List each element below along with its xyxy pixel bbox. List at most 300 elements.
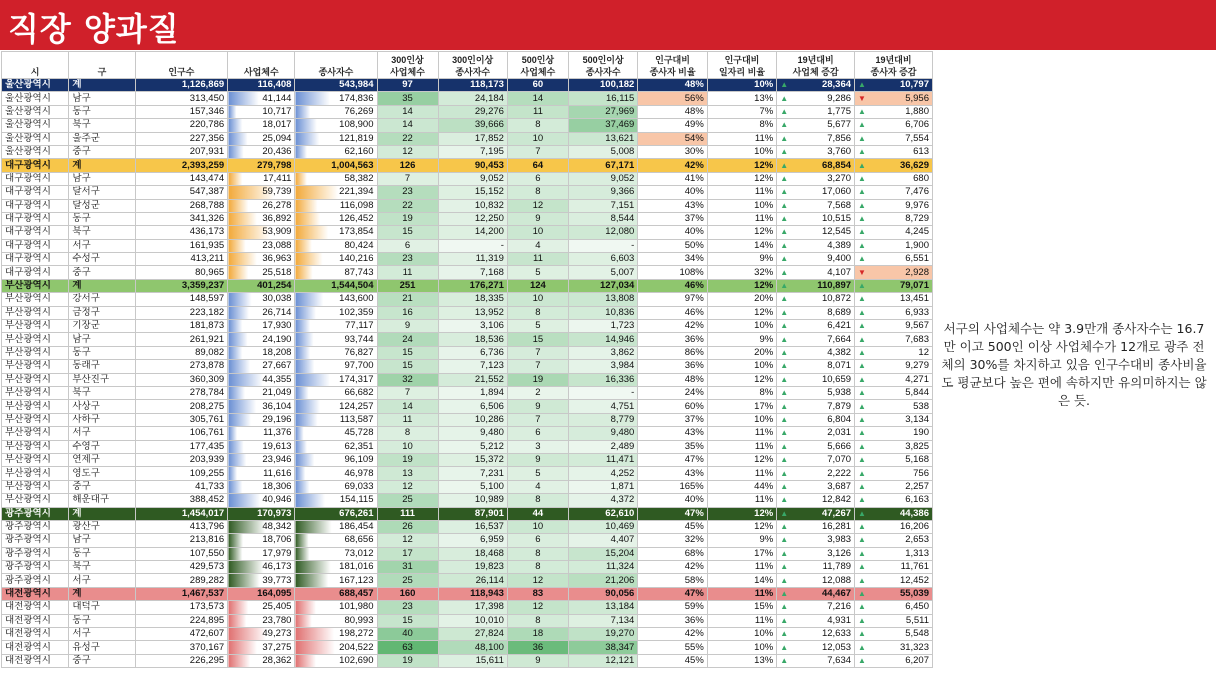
cell-value: 12,121	[605, 654, 635, 666]
cell-value: 203,939	[189, 454, 225, 466]
cell-value: 광주광역시	[5, 534, 51, 546]
cell-value: 32%	[754, 266, 774, 278]
up-arrow-icon: ▲	[858, 173, 866, 183]
table-cell	[135, 386, 228, 399]
cell-value: 37,469	[605, 119, 635, 131]
cell-value: 45%	[684, 654, 704, 666]
table-cell	[638, 239, 707, 252]
cell-value: 31,323	[899, 641, 929, 653]
cell-value: 울산광역시	[5, 92, 51, 104]
up-arrow-icon: ▲	[858, 187, 866, 197]
table-cell	[69, 145, 135, 158]
column-header-line: 구	[97, 67, 107, 77]
cell-value: 부산광역시	[5, 280, 51, 292]
table-cell	[135, 172, 228, 185]
cell-value: 2,489	[610, 440, 635, 452]
column-header-line: 19년대비	[797, 55, 834, 65]
table-cell	[855, 346, 933, 359]
table-cell	[438, 279, 507, 292]
table-cell	[135, 413, 228, 426]
cell-value: 15	[402, 360, 413, 372]
table-cell	[507, 212, 568, 225]
cell-value: 12,250	[474, 213, 504, 225]
table-cell	[377, 306, 438, 319]
table-cell	[507, 480, 568, 493]
cell-value: 부산광역시	[5, 413, 51, 425]
cell-value: 5,666	[827, 440, 852, 452]
up-arrow-icon: ▲	[858, 254, 866, 264]
table-row	[2, 360, 933, 373]
table-cell	[507, 400, 568, 413]
cell-value: 19,270	[605, 628, 635, 640]
table-row	[2, 547, 933, 560]
table-cell	[2, 360, 69, 373]
table-cell	[2, 239, 69, 252]
table-cell	[568, 547, 637, 560]
cell-value: 53,909	[262, 226, 292, 238]
cell-value: 28,364	[821, 79, 852, 91]
table-row	[2, 105, 933, 118]
table-cell	[707, 520, 776, 533]
table-cell	[707, 92, 776, 105]
table-cell	[638, 79, 707, 92]
cell-value: 1,775	[827, 105, 852, 117]
cell-value: 360,309	[189, 373, 225, 385]
column-header-line: 종사자수	[585, 67, 621, 77]
cell-value: 111	[400, 507, 415, 519]
cell-value: 9	[535, 213, 541, 225]
table-cell	[438, 132, 507, 145]
table-cell	[69, 561, 135, 574]
table-cell	[507, 453, 568, 466]
table-cell	[507, 574, 568, 587]
table-cell	[377, 239, 438, 252]
table-cell	[638, 614, 707, 627]
cell-value: 17%	[754, 400, 774, 412]
table-cell	[568, 159, 637, 172]
up-arrow-icon: ▲	[780, 428, 789, 438]
table-cell	[135, 212, 228, 225]
table-cell	[438, 601, 507, 614]
cell-value: 12%	[754, 454, 774, 466]
table-cell	[377, 614, 438, 627]
cell-value: 413,211	[190, 253, 225, 265]
cell-value: 금정구	[72, 306, 100, 318]
table-cell	[707, 333, 776, 346]
table-cell	[855, 400, 933, 413]
cell-value: 8	[535, 561, 541, 573]
cell-value: 대전광역시	[5, 614, 51, 626]
cell-value: 69,033	[344, 480, 374, 492]
table-cell	[707, 199, 776, 212]
cell-value: 101,980	[339, 601, 374, 613]
table-cell	[507, 105, 568, 118]
table-cell	[568, 199, 637, 212]
cell-value: 7,168	[480, 266, 504, 278]
table-cell	[377, 119, 438, 132]
cell-value: 30%	[684, 146, 704, 158]
cell-value: 연제구	[72, 454, 100, 466]
table-cell	[777, 534, 855, 547]
table-cell	[638, 373, 707, 386]
cell-value: 10,469	[605, 521, 635, 533]
table-cell	[377, 494, 438, 507]
data-table	[1, 51, 933, 668]
table-cell	[777, 480, 855, 493]
up-arrow-icon: ▲	[780, 414, 789, 424]
cell-value: 36	[532, 641, 544, 653]
table-cell	[855, 574, 933, 587]
table-cell	[568, 119, 637, 132]
table-cell	[69, 494, 135, 507]
summary-row	[2, 79, 933, 92]
table-cell	[228, 601, 295, 614]
table-cell	[377, 199, 438, 212]
cell-value: 41%	[684, 172, 704, 184]
cell-value: 부산광역시	[5, 467, 51, 479]
table-cell	[69, 253, 135, 266]
cell-value: 19	[402, 654, 413, 666]
table-cell	[438, 386, 507, 399]
up-arrow-icon: ▲	[780, 307, 789, 317]
cell-value: 107,550	[189, 547, 225, 559]
table-cell	[135, 400, 228, 413]
table-cell	[507, 132, 568, 145]
cell-value: 289,282	[189, 574, 225, 586]
cell-value: 12	[402, 480, 413, 492]
column-header-line: 일자리 비율	[718, 67, 765, 77]
cell-value: 15	[402, 347, 413, 358]
cell-value: 25	[402, 574, 413, 586]
cell-value: 6	[535, 172, 541, 184]
cell-value: 116,408	[257, 79, 292, 91]
table-cell	[438, 440, 507, 453]
cell-value: 143,474	[189, 172, 225, 184]
cell-value: 동구	[72, 105, 91, 117]
table-cell	[377, 279, 438, 292]
column-header-line: 시	[30, 67, 40, 77]
table-cell	[507, 440, 568, 453]
up-arrow-icon: ▲	[780, 240, 789, 250]
cell-value: 5,844	[905, 387, 929, 399]
cell-value: 10%	[754, 146, 774, 158]
cell-value: 6,933	[905, 306, 929, 318]
table-row	[2, 212, 933, 225]
table-cell	[295, 440, 377, 453]
cell-value: 23	[402, 253, 413, 265]
cell-value: 부산광역시	[5, 454, 51, 466]
cell-value: 113,587	[339, 413, 374, 425]
table-cell	[295, 132, 377, 145]
cell-value: 25,094	[262, 132, 292, 144]
column-header-line: 사업체 증감	[792, 67, 839, 77]
cell-value: 174,317	[339, 373, 374, 385]
table-cell	[135, 654, 228, 667]
table-cell	[295, 520, 377, 533]
cell-value: 4,252	[610, 467, 635, 479]
table-cell	[638, 145, 707, 158]
cell-value: 62,160	[344, 146, 374, 158]
table-cell	[568, 641, 637, 654]
table-cell	[438, 346, 507, 359]
cell-value: 14%	[754, 239, 774, 251]
table-cell	[855, 239, 933, 252]
table-cell	[135, 159, 228, 172]
cell-value: 11%	[754, 213, 774, 225]
table-cell	[507, 279, 568, 292]
table-cell	[777, 654, 855, 667]
cell-value: 18,017	[262, 119, 292, 131]
cell-value: 19	[402, 213, 413, 225]
cell-value: 9,976	[905, 199, 929, 211]
table-cell	[777, 132, 855, 145]
table-cell	[507, 226, 568, 239]
up-arrow-icon: ▲	[858, 388, 866, 398]
table-cell	[855, 212, 933, 225]
cell-value: 76,827	[344, 347, 374, 358]
table-cell	[135, 119, 228, 132]
table-cell	[438, 628, 507, 641]
cell-value: 87,901	[474, 507, 504, 519]
table-cell	[135, 186, 228, 199]
cell-value: 12%	[754, 172, 774, 184]
cell-value: 7,231	[480, 467, 504, 479]
table-cell	[638, 119, 707, 132]
cell-value: 154,115	[339, 494, 374, 506]
cell-value: 13,451	[899, 293, 929, 305]
table-cell	[377, 427, 438, 440]
cell-value: 313,450	[189, 92, 225, 104]
up-arrow-icon: ▲	[858, 160, 866, 170]
table-cell	[295, 480, 377, 493]
table-cell	[855, 306, 933, 319]
up-arrow-icon: ▲	[780, 348, 789, 357]
table-cell	[377, 601, 438, 614]
cell-value: 부산광역시	[5, 373, 51, 385]
table-cell	[707, 132, 776, 145]
cell-value: 45,728	[344, 427, 374, 439]
cell-value: 6,207	[905, 654, 929, 666]
cell-value: 5,956	[905, 92, 929, 104]
table-cell	[69, 132, 135, 145]
table-cell	[377, 440, 438, 453]
table-cell	[777, 507, 855, 520]
table-cell	[377, 145, 438, 158]
cell-value: 10%	[754, 360, 774, 372]
table-cell	[568, 360, 637, 373]
cell-value: 12,088	[821, 574, 852, 586]
table-cell	[638, 159, 707, 172]
table-cell	[568, 614, 637, 627]
cell-value: 7,134	[610, 614, 635, 626]
table-cell	[638, 467, 707, 480]
table-cell	[507, 628, 568, 641]
table-cell	[69, 413, 135, 426]
cell-value: 36%	[684, 333, 704, 345]
cell-value: 7%	[759, 105, 774, 117]
up-arrow-icon: ▲	[858, 629, 866, 639]
column-header-line: 500인상	[521, 55, 555, 65]
up-arrow-icon: ▲	[858, 548, 866, 558]
table-cell	[295, 253, 377, 266]
table-cell	[438, 333, 507, 346]
up-arrow-icon: ▲	[780, 227, 789, 237]
cell-value: 224,895	[189, 614, 225, 626]
cell-value: 11%	[754, 467, 774, 479]
table-cell	[777, 119, 855, 132]
cell-value: 대구광역시	[5, 186, 51, 198]
cell-value: 47%	[684, 507, 704, 519]
cell-value: 126,452	[339, 213, 374, 225]
table-row	[2, 654, 933, 667]
cell-value: 17,398	[474, 601, 504, 613]
table-cell	[135, 574, 228, 587]
table-cell	[438, 427, 507, 440]
cell-value: 울주군	[72, 132, 100, 144]
cell-value: 67,171	[605, 159, 635, 171]
table-cell	[295, 212, 377, 225]
cell-value: 86%	[684, 347, 704, 358]
table-cell	[855, 413, 933, 426]
table-cell	[135, 547, 228, 560]
table-cell	[69, 212, 135, 225]
table-cell	[135, 226, 228, 239]
table-cell	[707, 427, 776, 440]
table-cell	[295, 92, 377, 105]
table-cell	[855, 360, 933, 373]
table-cell	[228, 467, 295, 480]
cell-value: 413,796	[189, 521, 225, 533]
table-cell	[295, 119, 377, 132]
table-cell	[707, 614, 776, 627]
cell-value: 3,862	[610, 347, 635, 358]
cell-value: 7	[404, 387, 411, 399]
table-cell	[638, 587, 707, 600]
table-cell	[228, 226, 295, 239]
up-arrow-icon: ▲	[858, 468, 866, 478]
cell-value: 14,200	[474, 226, 504, 238]
cell-value: 12	[532, 601, 544, 613]
cell-value: 11%	[754, 186, 774, 198]
table-cell	[377, 574, 438, 587]
table-cell	[438, 654, 507, 667]
table-cell	[855, 199, 933, 212]
table-cell	[135, 92, 228, 105]
table-cell	[777, 641, 855, 654]
cell-value: 14%	[754, 574, 774, 586]
cell-value: 44,467	[821, 588, 852, 600]
cell-value: 181,873	[189, 320, 225, 332]
table-cell	[295, 413, 377, 426]
table-cell	[135, 132, 228, 145]
cell-value: 62,351	[344, 440, 374, 452]
table-cell	[777, 172, 855, 185]
table-cell	[638, 494, 707, 507]
cell-value: 21,552	[474, 373, 504, 385]
cell-value: 13	[402, 467, 413, 479]
up-arrow-icon: ▲	[858, 535, 866, 545]
analysis-note: 서구의 사업체수는 약 3.9만개 종사자수는 16.7만 이고 500인 이상 사업체수가 12개로 광주 전체의 30%를 차지하고 있음 인구수대비 종사비율도 평균보다 높은 편에 속하지만 유의미하지는 않은 듯.	[941, 321, 1207, 408]
cell-value: 1,004,563	[331, 159, 374, 171]
table-cell	[2, 494, 69, 507]
table-cell	[2, 279, 69, 292]
table-cell	[707, 105, 776, 118]
table-cell	[438, 520, 507, 533]
summary-row	[2, 159, 933, 172]
table-cell	[777, 212, 855, 225]
cell-value: 사하구	[72, 413, 100, 425]
cell-value: 3,359,237	[181, 280, 225, 292]
up-arrow-icon: ▲	[780, 93, 789, 103]
cell-value: 24	[402, 333, 413, 345]
table-cell	[295, 279, 377, 292]
cell-value: 19,823	[474, 561, 504, 573]
table-cell	[707, 453, 776, 466]
cell-value: 26,278	[262, 199, 292, 211]
cell-value: 40%	[684, 186, 704, 198]
cell-value: 58%	[684, 574, 704, 586]
table-cell	[2, 413, 69, 426]
cell-value: 대덕구	[72, 601, 100, 613]
table-cell	[777, 279, 855, 292]
table-cell	[777, 520, 855, 533]
cell-value: 10	[532, 293, 544, 305]
table-cell	[295, 587, 377, 600]
up-arrow-icon: ▲	[780, 334, 789, 344]
table-cell	[438, 105, 507, 118]
cell-value: 10%	[754, 79, 774, 91]
up-arrow-icon: ▲	[858, 562, 866, 572]
cell-value: 40	[402, 628, 413, 640]
up-arrow-icon: ▲	[780, 522, 789, 532]
up-arrow-icon: ▲	[858, 106, 866, 116]
cell-value: 22	[402, 199, 413, 211]
cell-value: 160	[399, 588, 416, 600]
table-cell	[568, 279, 637, 292]
cell-value: 7	[535, 413, 541, 425]
table-cell	[855, 132, 933, 145]
table-cell	[438, 373, 507, 386]
table-cell	[568, 507, 637, 520]
cell-value: 190	[913, 427, 929, 439]
cell-value: 8	[535, 306, 541, 318]
cell-value: 부산광역시	[5, 480, 51, 492]
cell-value: 688,457	[339, 588, 374, 600]
table-cell	[855, 159, 933, 172]
table-cell	[438, 494, 507, 507]
cell-value: 49,273	[262, 628, 292, 640]
cell-value: 173,573	[189, 601, 225, 613]
up-arrow-icon: ▲	[780, 120, 789, 130]
cell-value: 8%	[759, 387, 774, 399]
table-cell	[855, 293, 933, 306]
cell-value: 3,270	[827, 172, 852, 184]
table-cell	[228, 520, 295, 533]
cell-value: 45%	[684, 521, 704, 533]
table-cell	[777, 333, 855, 346]
table-cell	[2, 628, 69, 641]
cell-value: 24%	[684, 387, 704, 399]
cell-value: 20%	[754, 293, 774, 305]
table-cell	[568, 239, 637, 252]
cell-value: 부산광역시	[5, 440, 51, 452]
cell-value: 8,689	[827, 306, 852, 318]
up-arrow-icon: ▲	[858, 227, 866, 237]
cell-value: 40,946	[262, 494, 292, 506]
cell-value: 울산광역시	[5, 105, 51, 117]
cell-value: 79,071	[899, 280, 929, 292]
table-cell	[295, 628, 377, 641]
